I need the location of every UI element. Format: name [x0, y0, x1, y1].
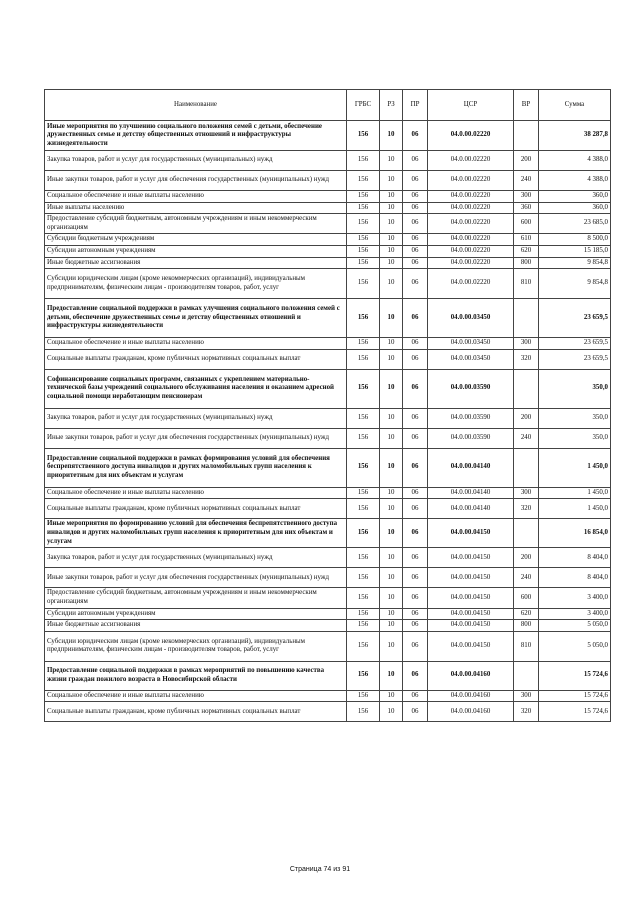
- budget-table: [44, 89, 611, 722]
- table-row: [45, 151, 611, 171]
- cell-grbs: 156: [347, 121, 380, 151]
- cell-name: Закупка товаров, работ и услуг для государственных (муниципальных) нужд: [45, 151, 347, 171]
- table-row: [45, 171, 611, 191]
- cell-vr: 360: [514, 202, 539, 214]
- cell-csr: 04.0.00.02220: [428, 151, 514, 171]
- cell-grbs: 156: [347, 608, 380, 620]
- cell-rz: 10: [380, 620, 403, 632]
- cell-rz: 10: [380, 690, 403, 702]
- header-pr: ПР: [403, 90, 428, 121]
- cell-sum: 5 050,0: [539, 631, 611, 661]
- cell-rz: 10: [380, 519, 403, 548]
- cell-csr: 04.0.00.04150: [428, 588, 514, 608]
- cell-rz: 10: [380, 214, 403, 234]
- cell-name: Предоставление социальной поддержки в рамках мероприятий по повышению качества жизни граждан пожилого возраста в Новосибирской области: [45, 661, 347, 690]
- cell-vr: [514, 448, 539, 487]
- cell-vr: 240: [514, 171, 539, 191]
- cell-sum: 15 185,0: [539, 245, 611, 257]
- cell-grbs: 156: [347, 245, 380, 257]
- cell-pr: 06: [403, 548, 428, 568]
- table-row: [45, 620, 611, 632]
- cell-csr: 04.0.00.03450: [428, 299, 514, 338]
- cell-sum: 3 400,0: [539, 588, 611, 608]
- cell-sum: 15 724,6: [539, 690, 611, 702]
- cell-pr: 06: [403, 349, 428, 369]
- cell-pr: 06: [403, 338, 428, 350]
- cell-sum: 350,0: [539, 428, 611, 448]
- header-csr: ЦСР: [428, 90, 514, 121]
- cell-pr: 06: [403, 448, 428, 487]
- table-row: [45, 499, 611, 519]
- cell-vr: 620: [514, 608, 539, 620]
- cell-sum: 4 388,0: [539, 151, 611, 171]
- cell-pr: 06: [403, 702, 428, 722]
- cell-name: Субсидии юридическим лицам (кроме некоммерческих организаций), индивидуальным предпринимателям, физическим лицам - производителям товаров, работ, услуг: [45, 269, 347, 299]
- table-row: [45, 702, 611, 722]
- cell-pr: 06: [403, 408, 428, 428]
- cell-vr: 800: [514, 620, 539, 632]
- cell-grbs: 156: [347, 588, 380, 608]
- cell-rz: 10: [380, 191, 403, 203]
- cell-csr: 04.0.00.03590: [428, 408, 514, 428]
- cell-rz: 10: [380, 257, 403, 269]
- cell-grbs: 156: [347, 568, 380, 588]
- cell-name: Социальные выплаты гражданам, кроме публичных нормативных социальных выплат: [45, 349, 347, 369]
- cell-sum: 350,0: [539, 408, 611, 428]
- cell-grbs: 156: [347, 214, 380, 234]
- cell-pr: 06: [403, 191, 428, 203]
- cell-csr: 04.0.00.04140: [428, 448, 514, 487]
- cell-rz: 10: [380, 631, 403, 661]
- cell-grbs: 156: [347, 257, 380, 269]
- cell-name: Социальное обеспечение и иные выплаты населению: [45, 191, 347, 203]
- cell-vr: 200: [514, 408, 539, 428]
- cell-pr: 06: [403, 171, 428, 191]
- cell-name: Предоставление субсидий бюджетным, автономным учреждениям и иным некоммерческим организациям: [45, 588, 347, 608]
- cell-vr: 800: [514, 257, 539, 269]
- cell-pr: 06: [403, 631, 428, 661]
- cell-sum: 15 724,6: [539, 661, 611, 690]
- cell-vr: 610: [514, 234, 539, 246]
- cell-name: Субсидии бюджетным учреждениям: [45, 234, 347, 246]
- cell-grbs: 156: [347, 171, 380, 191]
- cell-csr: 04.0.00.02220: [428, 121, 514, 151]
- cell-vr: [514, 299, 539, 338]
- table-row: [45, 588, 611, 608]
- cell-rz: 10: [380, 588, 403, 608]
- cell-name: Социальное обеспечение и иные выплаты населению: [45, 338, 347, 350]
- cell-sum: 1 450,0: [539, 499, 611, 519]
- cell-pr: 06: [403, 269, 428, 299]
- cell-grbs: 156: [347, 299, 380, 338]
- cell-name: Социальное обеспечение и иные выплаты населению: [45, 690, 347, 702]
- cell-vr: 300: [514, 690, 539, 702]
- cell-grbs: 156: [347, 349, 380, 369]
- cell-grbs: 156: [347, 519, 380, 548]
- cell-pr: 06: [403, 487, 428, 499]
- cell-vr: 620: [514, 245, 539, 257]
- cell-rz: 10: [380, 702, 403, 722]
- cell-rz: 10: [380, 428, 403, 448]
- cell-sum: 38 287,8: [539, 121, 611, 151]
- cell-pr: 06: [403, 202, 428, 214]
- cell-csr: 04.0.00.03590: [428, 369, 514, 408]
- cell-pr: 06: [403, 369, 428, 408]
- table-row: [45, 257, 611, 269]
- cell-csr: 04.0.00.04140: [428, 487, 514, 499]
- cell-grbs: 156: [347, 690, 380, 702]
- table-row: [45, 349, 611, 369]
- cell-grbs: 156: [347, 448, 380, 487]
- cell-vr: 200: [514, 548, 539, 568]
- cell-name: Социальное обеспечение и иные выплаты населению: [45, 487, 347, 499]
- cell-vr: 300: [514, 487, 539, 499]
- table-row: [45, 214, 611, 234]
- cell-sum: 8 404,0: [539, 548, 611, 568]
- cell-csr: 04.0.00.04150: [428, 620, 514, 632]
- cell-grbs: 156: [347, 428, 380, 448]
- cell-sum: 15 724,6: [539, 702, 611, 722]
- cell-grbs: 156: [347, 234, 380, 246]
- cell-csr: 04.0.00.03450: [428, 338, 514, 350]
- cell-vr: [514, 661, 539, 690]
- cell-pr: 06: [403, 608, 428, 620]
- cell-grbs: 156: [347, 548, 380, 568]
- cell-csr: 04.0.00.04160: [428, 702, 514, 722]
- cell-csr: 04.0.00.04150: [428, 548, 514, 568]
- cell-rz: 10: [380, 121, 403, 151]
- cell-sum: 5 050,0: [539, 620, 611, 632]
- cell-name: Иные мероприятия по формированию условий для обеспечения беспрепятственного доступа инвалидов и других маломобильных групп населения к приоритетным для них объектам и услугам: [45, 519, 347, 548]
- cell-sum: 360,0: [539, 191, 611, 203]
- cell-rz: 10: [380, 245, 403, 257]
- cell-grbs: 156: [347, 269, 380, 299]
- cell-csr: 04.0.00.02220: [428, 214, 514, 234]
- cell-pr: 06: [403, 214, 428, 234]
- cell-pr: 06: [403, 121, 428, 151]
- cell-name: Предоставление субсидий бюджетным, автономным учреждениям и иным некоммерческим организациям: [45, 214, 347, 234]
- cell-name: Закупка товаров, работ и услуг для государственных (муниципальных) нужд: [45, 408, 347, 428]
- cell-rz: 10: [380, 499, 403, 519]
- cell-pr: 06: [403, 588, 428, 608]
- cell-rz: 10: [380, 408, 403, 428]
- cell-rz: 10: [380, 548, 403, 568]
- table-row: [45, 631, 611, 661]
- cell-name: Софинансирование социальных программ, связанных с укреплением материально-технической базы учреждений социального обслуживания населения и оказанием адресной социальной помощи неработающим пенсионерам: [45, 369, 347, 408]
- cell-rz: 10: [380, 234, 403, 246]
- cell-pr: 06: [403, 690, 428, 702]
- table-row: [45, 245, 611, 257]
- cell-vr: 240: [514, 428, 539, 448]
- cell-pr: 06: [403, 620, 428, 632]
- cell-csr: 04.0.00.03450: [428, 349, 514, 369]
- cell-pr: 06: [403, 245, 428, 257]
- cell-name: Иные бюджетные ассигнования: [45, 620, 347, 632]
- cell-rz: 10: [380, 151, 403, 171]
- cell-vr: 600: [514, 588, 539, 608]
- cell-pr: 06: [403, 257, 428, 269]
- cell-name: Иные мероприятия по улучшению социального положения семей с детьми, обеспечение дружественных семье и детству общественных отношений и инфраструктуры жизнедеятельности: [45, 121, 347, 151]
- cell-sum: 16 854,0: [539, 519, 611, 548]
- table-row: [45, 191, 611, 203]
- cell-grbs: 156: [347, 151, 380, 171]
- cell-name: Субсидии автономным учреждениям: [45, 608, 347, 620]
- cell-name: Социальные выплаты гражданам, кроме публичных нормативных социальных выплат: [45, 702, 347, 722]
- cell-csr: 04.0.00.02220: [428, 257, 514, 269]
- cell-name: Социальные выплаты гражданам, кроме публичных нормативных социальных выплат: [45, 499, 347, 519]
- cell-name: Предоставление социальной поддержки в рамках улучшения социального положения семей с детьми, обеспечение дружественных семье и детству общественных отношений и инфраструктуры жизнедеятельности: [45, 299, 347, 338]
- cell-name: Закупка товаров, работ и услуг для государственных (муниципальных) нужд: [45, 548, 347, 568]
- cell-grbs: 156: [347, 202, 380, 214]
- cell-sum: 23 659,5: [539, 299, 611, 338]
- cell-pr: 06: [403, 234, 428, 246]
- cell-rz: 10: [380, 171, 403, 191]
- cell-rz: 10: [380, 349, 403, 369]
- table-row: [45, 519, 611, 548]
- cell-grbs: 156: [347, 191, 380, 203]
- cell-grbs: 156: [347, 338, 380, 350]
- cell-vr: 810: [514, 631, 539, 661]
- cell-pr: 06: [403, 299, 428, 338]
- cell-csr: 04.0.00.02220: [428, 245, 514, 257]
- cell-name: Иные закупки товаров, работ и услуг для обеспечения государственных (муниципальных) нужд: [45, 568, 347, 588]
- table-row: [45, 661, 611, 690]
- cell-sum: 1 450,0: [539, 448, 611, 487]
- cell-csr: 04.0.00.04150: [428, 568, 514, 588]
- cell-name: Иные закупки товаров, работ и услуг для обеспечения государственных (муниципальных) нужд: [45, 171, 347, 191]
- cell-sum: 23 659,5: [539, 349, 611, 369]
- cell-rz: 10: [380, 448, 403, 487]
- cell-sum: 23 685,0: [539, 214, 611, 234]
- cell-csr: 04.0.00.03590: [428, 428, 514, 448]
- cell-pr: 06: [403, 151, 428, 171]
- header-sum: Сумма: [539, 90, 611, 121]
- cell-name: Предоставление социальной поддержки в рамках формирования условий для обеспечения беспрепятственного доступа инвалидов и других маломобильных групп населения к приоритетным для них объектам и услугам: [45, 448, 347, 487]
- cell-grbs: 156: [347, 661, 380, 690]
- cell-vr: 300: [514, 191, 539, 203]
- cell-pr: 06: [403, 661, 428, 690]
- page-number: Страница 74 из 91: [289, 866, 351, 873]
- cell-vr: 320: [514, 702, 539, 722]
- cell-rz: 10: [380, 338, 403, 350]
- cell-pr: 06: [403, 499, 428, 519]
- cell-grbs: 156: [347, 408, 380, 428]
- cell-pr: 06: [403, 519, 428, 548]
- cell-sum: 9 854,8: [539, 269, 611, 299]
- header-grbs: ГРБС: [347, 90, 380, 121]
- cell-sum: 350,0: [539, 369, 611, 408]
- cell-vr: 240: [514, 568, 539, 588]
- cell-sum: 4 388,0: [539, 171, 611, 191]
- cell-grbs: 156: [347, 702, 380, 722]
- table-row: [45, 408, 611, 428]
- cell-grbs: 156: [347, 499, 380, 519]
- cell-rz: 10: [380, 299, 403, 338]
- cell-csr: 04.0.00.02220: [428, 234, 514, 246]
- cell-csr: 04.0.00.04150: [428, 608, 514, 620]
- header-rz: РЗ: [380, 90, 403, 121]
- cell-rz: 10: [380, 608, 403, 620]
- cell-vr: [514, 121, 539, 151]
- cell-csr: 04.0.00.04150: [428, 519, 514, 548]
- cell-vr: 320: [514, 349, 539, 369]
- table-row: [45, 568, 611, 588]
- cell-sum: 8 404,0: [539, 568, 611, 588]
- cell-sum: 23 659,5: [539, 338, 611, 350]
- cell-name: Иные выплаты населению: [45, 202, 347, 214]
- header-name: Наименование: [45, 90, 347, 121]
- table-row: [45, 428, 611, 448]
- cell-grbs: 156: [347, 631, 380, 661]
- cell-rz: 10: [380, 369, 403, 408]
- cell-rz: 10: [380, 269, 403, 299]
- table-row: [45, 299, 611, 338]
- cell-csr: 04.0.00.04150: [428, 631, 514, 661]
- cell-sum: 3 400,0: [539, 608, 611, 620]
- cell-vr: 300: [514, 338, 539, 350]
- cell-sum: 9 854,8: [539, 257, 611, 269]
- cell-rz: 10: [380, 202, 403, 214]
- table-body: [45, 121, 611, 722]
- cell-grbs: 156: [347, 620, 380, 632]
- table-row: [45, 338, 611, 350]
- table-row: [45, 448, 611, 487]
- cell-name: Иные бюджетные ассигнования: [45, 257, 347, 269]
- table-row: [45, 690, 611, 702]
- cell-grbs: 156: [347, 369, 380, 408]
- cell-name: Субсидии автономным учреждениям: [45, 245, 347, 257]
- cell-sum: 8 500,0: [539, 234, 611, 246]
- table-row: [45, 369, 611, 408]
- cell-sum: 360,0: [539, 202, 611, 214]
- table-row: [45, 269, 611, 299]
- table-row: [45, 202, 611, 214]
- table-row: [45, 121, 611, 151]
- table-row: [45, 487, 611, 499]
- cell-csr: 04.0.00.04160: [428, 661, 514, 690]
- table-row: [45, 548, 611, 568]
- cell-grbs: 156: [347, 487, 380, 499]
- cell-vr: 200: [514, 151, 539, 171]
- cell-sum: 1 450,0: [539, 487, 611, 499]
- cell-rz: 10: [380, 568, 403, 588]
- header-vr: ВР: [514, 90, 539, 121]
- cell-rz: 10: [380, 487, 403, 499]
- cell-csr: 04.0.00.02220: [428, 269, 514, 299]
- cell-rz: 10: [380, 661, 403, 690]
- table-row: [45, 608, 611, 620]
- cell-pr: 06: [403, 428, 428, 448]
- cell-csr: 04.0.00.02220: [428, 202, 514, 214]
- cell-vr: 320: [514, 499, 539, 519]
- cell-csr: 04.0.00.02220: [428, 171, 514, 191]
- cell-name: Субсидии юридическим лицам (кроме некоммерческих организаций), индивидуальным предпринимателям, физическим лицам - производителям товаров, работ, услуг: [45, 631, 347, 661]
- cell-csr: 04.0.00.04160: [428, 690, 514, 702]
- cell-vr: 600: [514, 214, 539, 234]
- cell-pr: 06: [403, 568, 428, 588]
- cell-csr: 04.0.00.04140: [428, 499, 514, 519]
- cell-name: Иные закупки товаров, работ и услуг для обеспечения государственных (муниципальных) нужд: [45, 428, 347, 448]
- table-row: [45, 234, 611, 246]
- cell-vr: 810: [514, 269, 539, 299]
- cell-vr: [514, 369, 539, 408]
- cell-csr: 04.0.00.02220: [428, 191, 514, 203]
- cell-vr: [514, 519, 539, 548]
- table-header-row: [45, 90, 611, 121]
